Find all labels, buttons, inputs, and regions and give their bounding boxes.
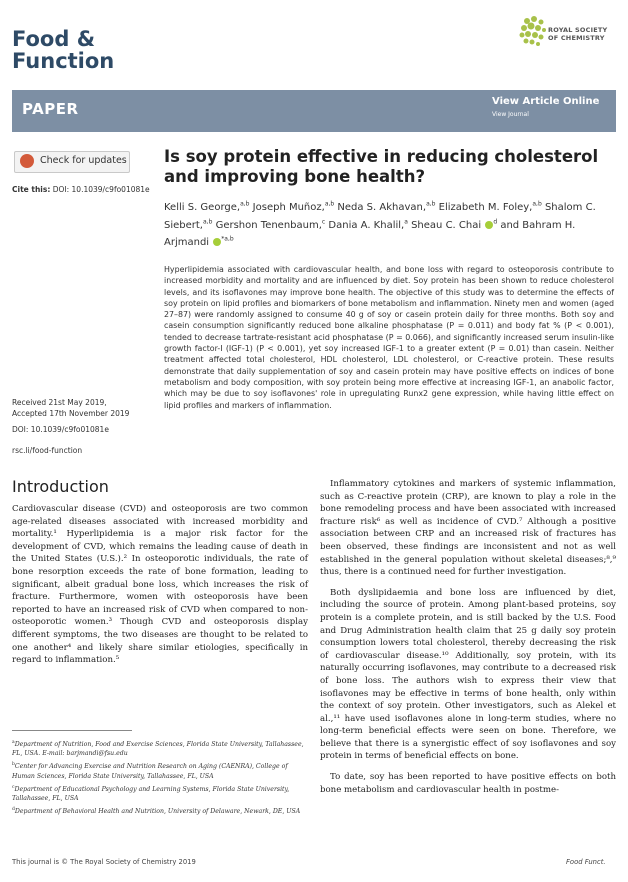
cite-doi[interactable]: DOI: 10.1039/c9fo01081e	[52, 185, 150, 194]
publisher-name	[548, 27, 607, 42]
article-type-label: PAPER	[22, 100, 79, 118]
journal-title-line1: Food &	[12, 27, 96, 51]
affiliations	[12, 738, 308, 819]
section-heading-introduction: Introduction	[12, 477, 109, 496]
cite-this	[12, 185, 150, 194]
author: and Bahram H. Arjmandi $^{*a,b}$	[164, 219, 576, 248]
author: Sheau C. Chai $^d$	[407, 218, 498, 231]
body-paragraph: Both dyslipidaemia and bone loss are influenced by diet, including the source of protein. Among plant-based proteins, soy protein is a complete protein, and is still backed by the U.S. Food and Drug Administration health claim that 25 g daily soy protein consumption lowers total cholesterol, thereby decreasing the risk of cardiovascular disease.¹⁰ Additionally, soy protein, with its naturally occurring isoflavones, may contribute to a decreased risk of bone loss. The authors wish to express their view that isoflavones may be effective in terms of bone health, only within the context of soy protein. Other investigators, such as Alekel et al.,¹¹ have used isoflavones alone in long-term studies, where no long-term beneficial effects were seen on bone. Therefore, we believe that there is a synergistic effect of soy isoflavones and soy protein in terms of beneficial effects on bone.	[320, 587, 616, 762]
author: Dania A. Khalil,$^a$	[325, 218, 408, 231]
publisher-line2: OF CHEMISTRY	[548, 33, 605, 42]
affiliation: $^b$Center for Advancing Exercise and Nutrition Research on Aging (CAENRA), College of Human Sciences, Florida State University, Tallahassee, FL, USA	[12, 762, 288, 780]
author: Gershon Tenenbaum,$^c$	[212, 218, 326, 231]
journal-title	[12, 28, 114, 72]
author: Kelli S. George,$^{a,b}$	[164, 201, 250, 214]
journal-title-line2: Function	[12, 49, 115, 73]
cite-label: Cite this:	[12, 185, 51, 194]
journal-abbrev-footer: Food Funct.	[566, 858, 606, 866]
author: Neda S. Akhavan,$^{a,b}$	[334, 201, 436, 214]
intro-paragraph: Cardiovascular disease (CVD) and osteoporosis are two common age-related diseases associated with increased morbidity and mortality.¹ Hyperlipidemia is a major risk factor for the development of CVD, which remains the leading cause of death in the United States (U.S.).² In osteoporotic individuals, the rate of bone resorption exceeds the rate of bone formation, leading to significant, albeit gradual bone loss, which increases the risk of fracture. Furthermore, women with osteoporosis have been reported to have an increased risk of CVD when compared to non-osteoporotic women.³ Though CVD and osteoporosis display different symptoms, the two diseases are thought to be related to one another⁴ and likely share similar etiologies, specifically in regard to inflammation.⁵	[12, 504, 308, 666]
view-journal-link[interactable]: View Journal	[492, 111, 529, 118]
author: Elizabeth M. Foley,$^{a,b}$	[435, 201, 542, 214]
body-paragraph: Inflammatory cytokines and markers of systemic inflammation, such as C-reactive protein (CRP), are known to play a role in the bone remodeling process and have been associated with increased fracture risk⁶ as well as incidence of CVD.⁷ Although a positive association between CRP and an increased risk of fractures has been observed, these findings are inconsistent and not as well established in the general population without skeletal diseases;⁸,⁹ thus, there is a continued need for further investigation.	[320, 479, 616, 578]
author: Joseph Muñoz,$^{a,b}$	[249, 201, 335, 214]
affiliation: $^c$Department of Educational Psychology and Learning Systems, Florida State University, Tallahassee, FL, USA	[12, 784, 290, 803]
affiliation: $^d$Department of Behavioral Health and Nutrition, University of Delaware, Newark, DE, USA	[12, 807, 301, 816]
view-article-online-link[interactable]: View Article Online	[492, 96, 600, 107]
article-doi[interactable]: DOI: 10.1039/c9fo01081e	[12, 425, 109, 434]
affiliation: $^a$Department of Nutrition, Food and Exercise Sciences, Florida State University, Tallahassee, FL, USA. E-mail: barjmandi@fsu.edu	[12, 740, 304, 758]
received-date: Received 21st May 2019,	[12, 398, 107, 407]
author-list	[164, 198, 614, 250]
author: Shalom C. Siebert,$^{a,b}$	[164, 202, 596, 231]
accepted-date: Accepted 17th November 2019	[12, 409, 130, 418]
footnote-divider	[12, 730, 132, 731]
check-for-updates-label: Check for updates	[40, 155, 127, 166]
copyright-footer: This journal is © The Royal Society of Chemistry 2019	[12, 858, 196, 866]
check-updates-icon	[20, 154, 34, 168]
body-paragraph: To date, soy has been reported to have positive effects on both bone metabolism and cardiovascular health in postme-	[320, 772, 616, 795]
right-column	[320, 478, 616, 804]
journal-url[interactable]: rsc.li/food-function	[12, 446, 83, 455]
article-title: Is soy protein effective in reducing cholesterol and improving bone health?	[164, 147, 599, 186]
abstract: Hyperlipidemia associated with cardiovascular health, and bone loss with regard to osteoporosis contribute to increased morbidity and mortality and are influenced by diet. Soy protein has been shown to reduce cholesterol levels, and its isoflavones may improve bone health. The objective of this study was to determine the effects of soy protein on lipid profiles and biomarkers of bone metabolism and inflammation. Ninety men and women (aged 27–87) were randomly assigned to consume 40 g of soy or casein protein daily for three months. Both soy and casein consumption significantly reduced bone alkaline phosphatase (P = 0.011) and body fat % (P < 0.001), tended to decrease tartrate-resistant acid phosphatase (P = 0.066), and significantly increased serum insulin-like growth factor-I (IGF-1) (P < 0.001), yet soy increased IGF-1 to a greater extent (P = 0.01) than casein. Neither treatment affected total cholesterol, HDL cholesterol, LDL cholesterol, or C-reactive protein. These results demonstrate that daily supplementation of soy and casein protein may have positive effects on indices of bone metabolism and body composition, with soy protein being more effective at increasing IGF-1, an anabolic factor, which may be due to soy isoflavones' role in upregulating Runx2 gene expression, while having little effect on lipid profiles and markers of inflammation.	[164, 265, 614, 410]
publisher-line1: ROYAL SOCIETY	[548, 26, 608, 34]
